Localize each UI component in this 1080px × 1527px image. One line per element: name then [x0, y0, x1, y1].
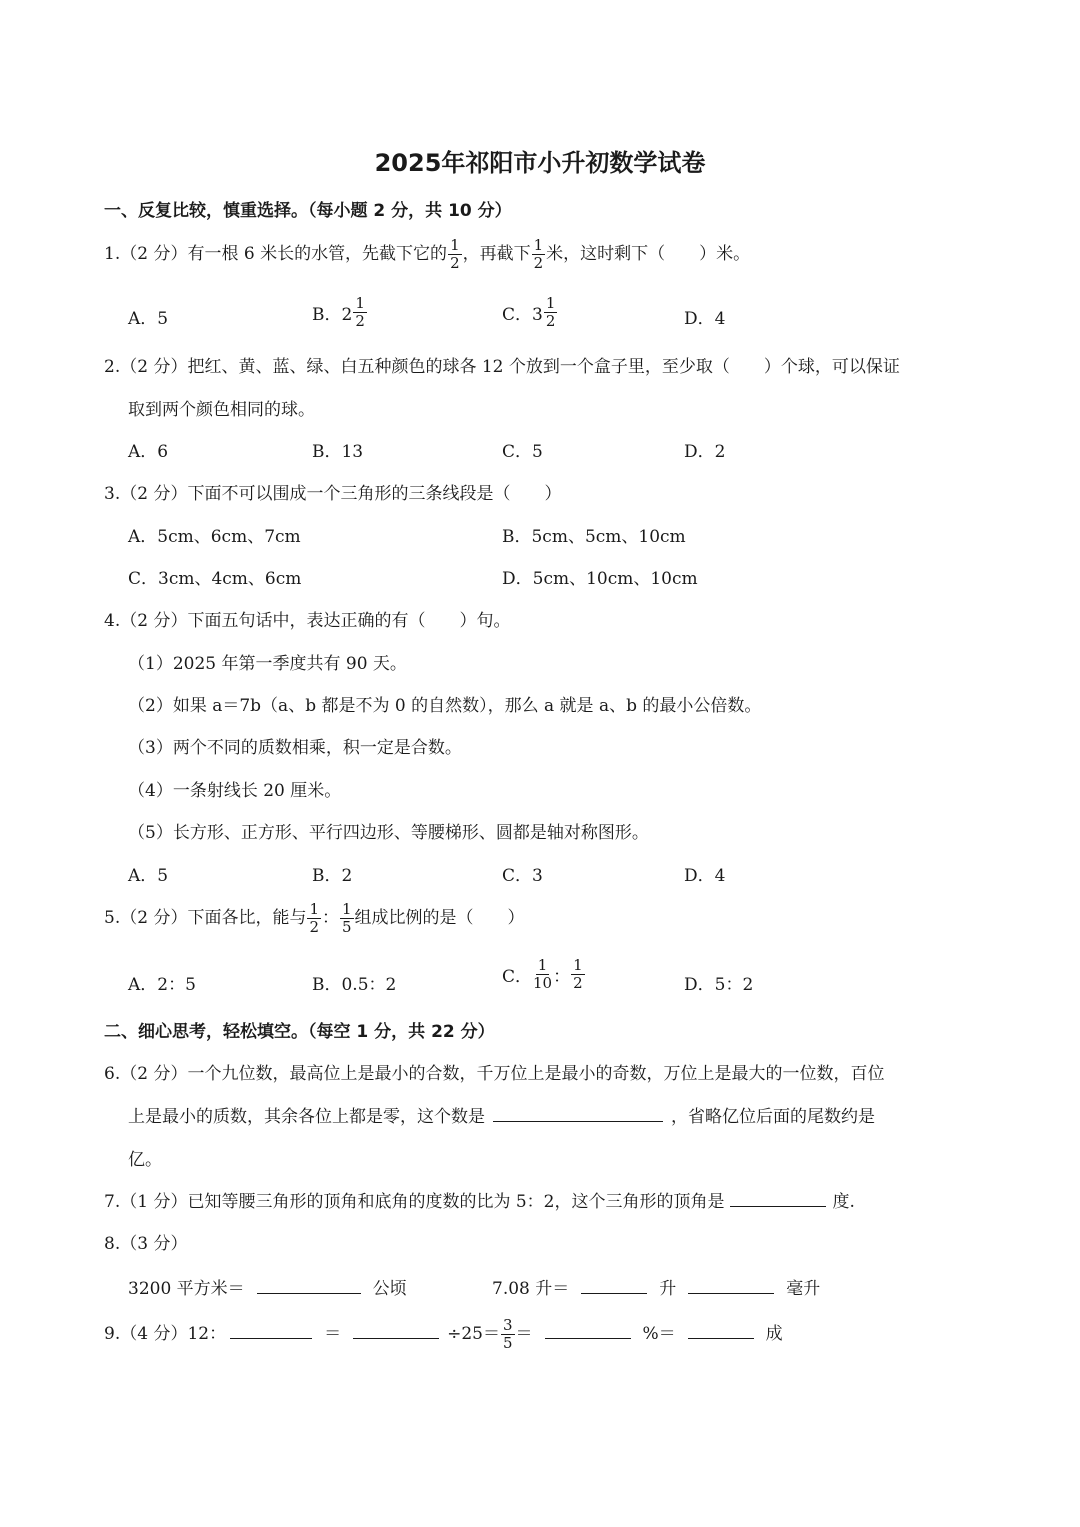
q5-option-d[interactable]: D．5：2	[684, 975, 754, 995]
answer-blank[interactable]	[353, 1322, 439, 1339]
question-7: 7.（1 分）已知等腰三角形的顶角和底角的度数的比为 5：2，这个三角形的顶角是 度.	[104, 1192, 855, 1212]
question-2: 2.（2 分）把红、黄、蓝、绿、白五种颜色的球各 12 个放到一个盒子里，至少取（ ）个球，可以保证	[104, 357, 900, 377]
answer-blank[interactable]	[688, 1277, 774, 1294]
q3-option-d[interactable]: D．5cm、10cm、10cm	[502, 569, 698, 589]
answer-blank[interactable]	[545, 1322, 631, 1339]
q2-option-c[interactable]: C．5	[502, 442, 543, 462]
q1-option-a[interactable]: A．5	[128, 309, 169, 329]
section-heading-1: 一、反复比较，慎重选择。（每小题 2 分，共 10 分）	[104, 201, 512, 221]
q4-statement-3: （3）两个不同的质数相乘，积一定是合数。	[128, 738, 462, 758]
section-heading-2: 二、细心思考，轻松填空。（每空 1 分，共 22 分）	[104, 1022, 495, 1042]
question-5: 5.（2 分）下面各比，能与 $\frac{1}{2}$ ： $\frac{1}{5}$ 组成比例的是（ ）	[104, 900, 525, 936]
q1-text-end: 米，这时剩下（ ）米。	[546, 244, 751, 264]
q2-option-d[interactable]: D．2	[684, 442, 726, 462]
q5-option-a[interactable]: A．2：5	[128, 975, 196, 995]
page-title: 2025年祁阳市小升初数学试卷	[374, 149, 706, 177]
fraction: $\frac{1}{2}$	[450, 236, 460, 272]
q1-option-b[interactable]: B．2 $\frac{1}{2}$	[312, 294, 365, 330]
question-6-line2: 上是最小的质数，其余各位上都是零，这个数是 ，省略亿位后面的尾数约是	[128, 1107, 875, 1127]
answer-blank[interactable]	[688, 1322, 754, 1339]
q4-option-d[interactable]: D．4	[684, 866, 726, 886]
question-8-line-b: 7.08 升＝ 升 毫升	[492, 1279, 821, 1299]
q4-option-b[interactable]: B．2	[312, 866, 353, 886]
q2-option-a[interactable]: A．6	[128, 442, 169, 462]
q4-option-c[interactable]: C．3	[502, 866, 543, 886]
q4-statement-4: （4）一条射线长 20 厘米。	[128, 781, 342, 801]
question-3: 3.（2 分）下面不可以围成一个三角形的三条线段是（ ）	[104, 484, 562, 504]
question-6: 6.（2 分）一个九位数，最高位上是最小的合数，千万位上是最小的奇数，万位上是最大的一位数，百位	[104, 1064, 885, 1084]
q1-text: 1.（2 分）有一根 6 米长的水管，先截下它的	[104, 244, 448, 264]
q1-option-d[interactable]: D．4	[684, 309, 726, 329]
question-8: 8.（3 分）	[104, 1234, 188, 1254]
q5-option-b[interactable]: B．0.5：2	[312, 975, 397, 995]
q4-option-a[interactable]: A．5	[128, 866, 169, 886]
answer-blank[interactable]	[230, 1322, 312, 1339]
fraction: $\frac{1}{2}$	[533, 236, 544, 272]
question-1	[104, 238, 750, 271]
q4-statement-2: （2）如果 a＝7b（a、b 都是不为 0 的自然数），那么 a 就是 a、b 的最小公倍数。	[128, 696, 762, 716]
q3-option-b[interactable]: B．5cm、5cm、10cm	[502, 527, 686, 547]
fraction: $\frac{3}{5}$	[502, 1316, 513, 1352]
answer-blank[interactable]	[730, 1190, 826, 1207]
question-9: 9.（4 分）12： ＝ ÷25＝ $\frac{3}{5}$ ＝ %＝ 成	[104, 1316, 783, 1352]
question-8-line: 3200 平方米＝ 公顷	[128, 1279, 407, 1299]
question-4: 4.（2 分）下面五句话中，表达正确的有（ ）句。	[104, 611, 511, 631]
q1-option-c[interactable]: C．3 $\frac{1}{2}$	[502, 294, 556, 330]
q3-option-c[interactable]: C．3cm、4cm、6cm	[128, 569, 302, 589]
q2-option-b[interactable]: B．13	[312, 442, 364, 462]
answer-blank[interactable]	[493, 1105, 663, 1122]
q4-statement-5: （5）长方形、正方形、平行四边形、等腰梯形、圆都是轴对称图形。	[128, 823, 649, 843]
q1-text-mid: ，再截下	[462, 244, 531, 264]
answer-blank[interactable]	[581, 1277, 647, 1294]
q5-option-c[interactable]: C． $\frac{1}{10}$ ： $\frac{1}{2}$	[502, 956, 583, 992]
answer-blank[interactable]	[257, 1277, 361, 1294]
q3-option-a[interactable]: A．5cm、6cm、7cm	[128, 527, 301, 547]
question-2-line2: 取到两个颜色相同的球。	[128, 400, 315, 420]
q4-statement-1: （1）2025 年第一季度共有 90 天。	[128, 654, 407, 674]
question-6-line3: 亿。	[128, 1150, 162, 1170]
